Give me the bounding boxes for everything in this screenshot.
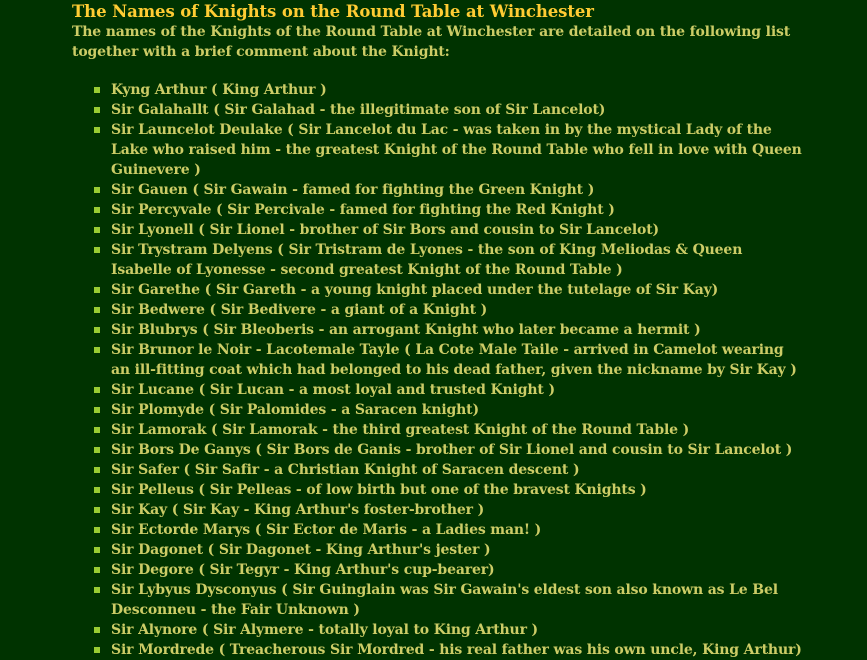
knight-list-item (111, 460, 804, 480)
knight-list-item (111, 120, 804, 180)
square-bullet-icon (94, 447, 100, 453)
square-bullet-icon (94, 647, 100, 653)
knight-entry-text: Sir Galahallt ( Sir Galahad - the illegitimate son of Sir Lancelot) (111, 102, 606, 118)
knight-list-item (111, 420, 804, 440)
knights-list (72, 80, 804, 660)
knight-entry-text: Sir Kay ( Sir Kay - King Arthur's foster-brother ) (111, 502, 485, 518)
knight-list-item (111, 480, 804, 500)
square-bullet-icon (94, 187, 100, 193)
main-content (72, 0, 804, 660)
square-bullet-icon (94, 87, 100, 93)
knight-list-item (111, 320, 804, 340)
knight-list-item (111, 200, 804, 220)
square-bullet-icon (94, 467, 100, 473)
square-bullet-icon (94, 627, 100, 633)
knight-list-item (111, 180, 804, 200)
square-bullet-icon (94, 307, 100, 313)
knight-list-item (111, 580, 804, 620)
square-bullet-icon (94, 347, 100, 353)
page-title: The Names of Knights on the Round Table at Winchester (72, 2, 594, 21)
knight-entry-text: Sir Lybyus Dysconyus ( Sir Guinglain was Sir Gawain's eldest son also known as Le Bel Desconneu - the Fair Unknown ) (111, 582, 778, 618)
knight-entry-text: Sir Degore ( Sir Tegyr - King Arthur's cup-bearer) (111, 562, 495, 578)
knight-entry-text: Sir Dagonet ( Sir Dagonet - King Arthur's jester ) (111, 542, 491, 558)
square-bullet-icon (94, 547, 100, 553)
knight-entry-text: Sir Percyvale ( Sir Percivale - famed for fighting the Red Knight ) (111, 202, 615, 218)
knight-list-item (111, 280, 804, 300)
knight-entry-text: Sir Alynore ( Sir Alymere - totally loyal to King Arthur ) (111, 622, 539, 638)
square-bullet-icon (94, 407, 100, 413)
square-bullet-icon (94, 207, 100, 213)
square-bullet-icon (94, 127, 100, 133)
knight-entry-text: Sir Bedwere ( Sir Bedivere - a giant of a Knight ) (111, 302, 488, 318)
knight-entry-text: Sir Lyonell ( Sir Lionel - brother of Sir Bors and cousin to Sir Lancelot) (111, 222, 659, 238)
square-bullet-icon (94, 487, 100, 493)
square-bullet-icon (94, 107, 100, 113)
knight-entry-text: Sir Mordrede ( Treacherous Sir Mordred - his real father was his own uncle, King Arthur) (111, 642, 802, 658)
knight-list-item (111, 620, 804, 640)
knight-list-item (111, 300, 804, 320)
square-bullet-icon (94, 327, 100, 333)
knight-entry-text: Kyng Arthur ( King Arthur ) (111, 82, 327, 98)
knight-entry-text: Sir Blubrys ( Sir Bleoberis - an arrogant Knight who later became a hermit ) (111, 322, 701, 338)
intro-paragraph: The names of the Knights of the Round Table at Winchester are detailed on the following list together with a brief comment about the Knight: (72, 24, 791, 60)
square-bullet-icon (94, 427, 100, 433)
knight-entry-text: Sir Trystram Delyens ( Sir Tristram de Lyones - the son of King Meliodas & Queen Isabelle of Lyonesse - second greatest Knight of the Round Table ) (111, 242, 743, 278)
knight-entry-text: Sir Lamorak ( Sir Lamorak - the third greatest Knight of the Round Table ) (111, 422, 690, 438)
knight-list-item (111, 100, 804, 120)
square-bullet-icon (94, 567, 100, 573)
knight-list-item (111, 240, 804, 280)
knight-list-item (111, 520, 804, 540)
knight-entry-text: Sir Brunor le Noir - Lacotemale Tayle ( La Cote Male Taile - arrived in Camelot wearing an ill-fitting coat which had belonged to his dead father, given the nickname by Sir Kay ) (111, 342, 797, 378)
knight-entry-text: Sir Lucane ( Sir Lucan - a most loyal and trusted Knight ) (111, 382, 555, 398)
knight-entry-text: Sir Garethe ( Sir Gareth - a young knight placed under the tutelage of Sir Kay) (111, 282, 719, 298)
knight-list-item (111, 400, 804, 420)
knight-entry-text: Sir Plomyde ( Sir Palomides - a Saracen knight) (111, 402, 479, 418)
square-bullet-icon (94, 227, 100, 233)
knight-list-item (111, 540, 804, 560)
knight-entry-text: Sir Bors De Ganys ( Sir Bors de Ganis - brother of Sir Lionel and cousin to Sir Lancelot ) (111, 442, 793, 458)
knight-list-item (111, 80, 804, 100)
knight-list-item (111, 640, 804, 660)
knight-entry-text: Sir Safer ( Sir Safir - a Christian Knight of Saracen descent ) (111, 462, 580, 478)
knight-entry-text: Sir Gauen ( Sir Gawain - famed for fighting the Green Knight ) (111, 182, 595, 198)
knight-list-item (111, 560, 804, 580)
knight-entry-text: Sir Ectorde Marys ( Sir Ector de Maris - a Ladies man! ) (111, 522, 542, 538)
knight-list-item (111, 500, 804, 520)
knight-list-item (111, 220, 804, 240)
square-bullet-icon (94, 387, 100, 393)
square-bullet-icon (94, 247, 100, 253)
knight-list-item (111, 340, 804, 380)
knight-entry-text: Sir Pelleus ( Sir Pelleas - of low birth but one of the bravest Knights ) (111, 482, 647, 498)
square-bullet-icon (94, 587, 100, 593)
square-bullet-icon (94, 507, 100, 513)
square-bullet-icon (94, 287, 100, 293)
square-bullet-icon (94, 527, 100, 533)
knight-list-item (111, 440, 804, 460)
knight-entry-text: Sir Launcelot Deulake ( Sir Lancelot du Lac - was taken in by the mystical Lady of the Lake who raised him - the greatest Knight of the Round Table who fell in love with Queen Guinevere ) (111, 122, 802, 178)
knight-list-item (111, 380, 804, 400)
